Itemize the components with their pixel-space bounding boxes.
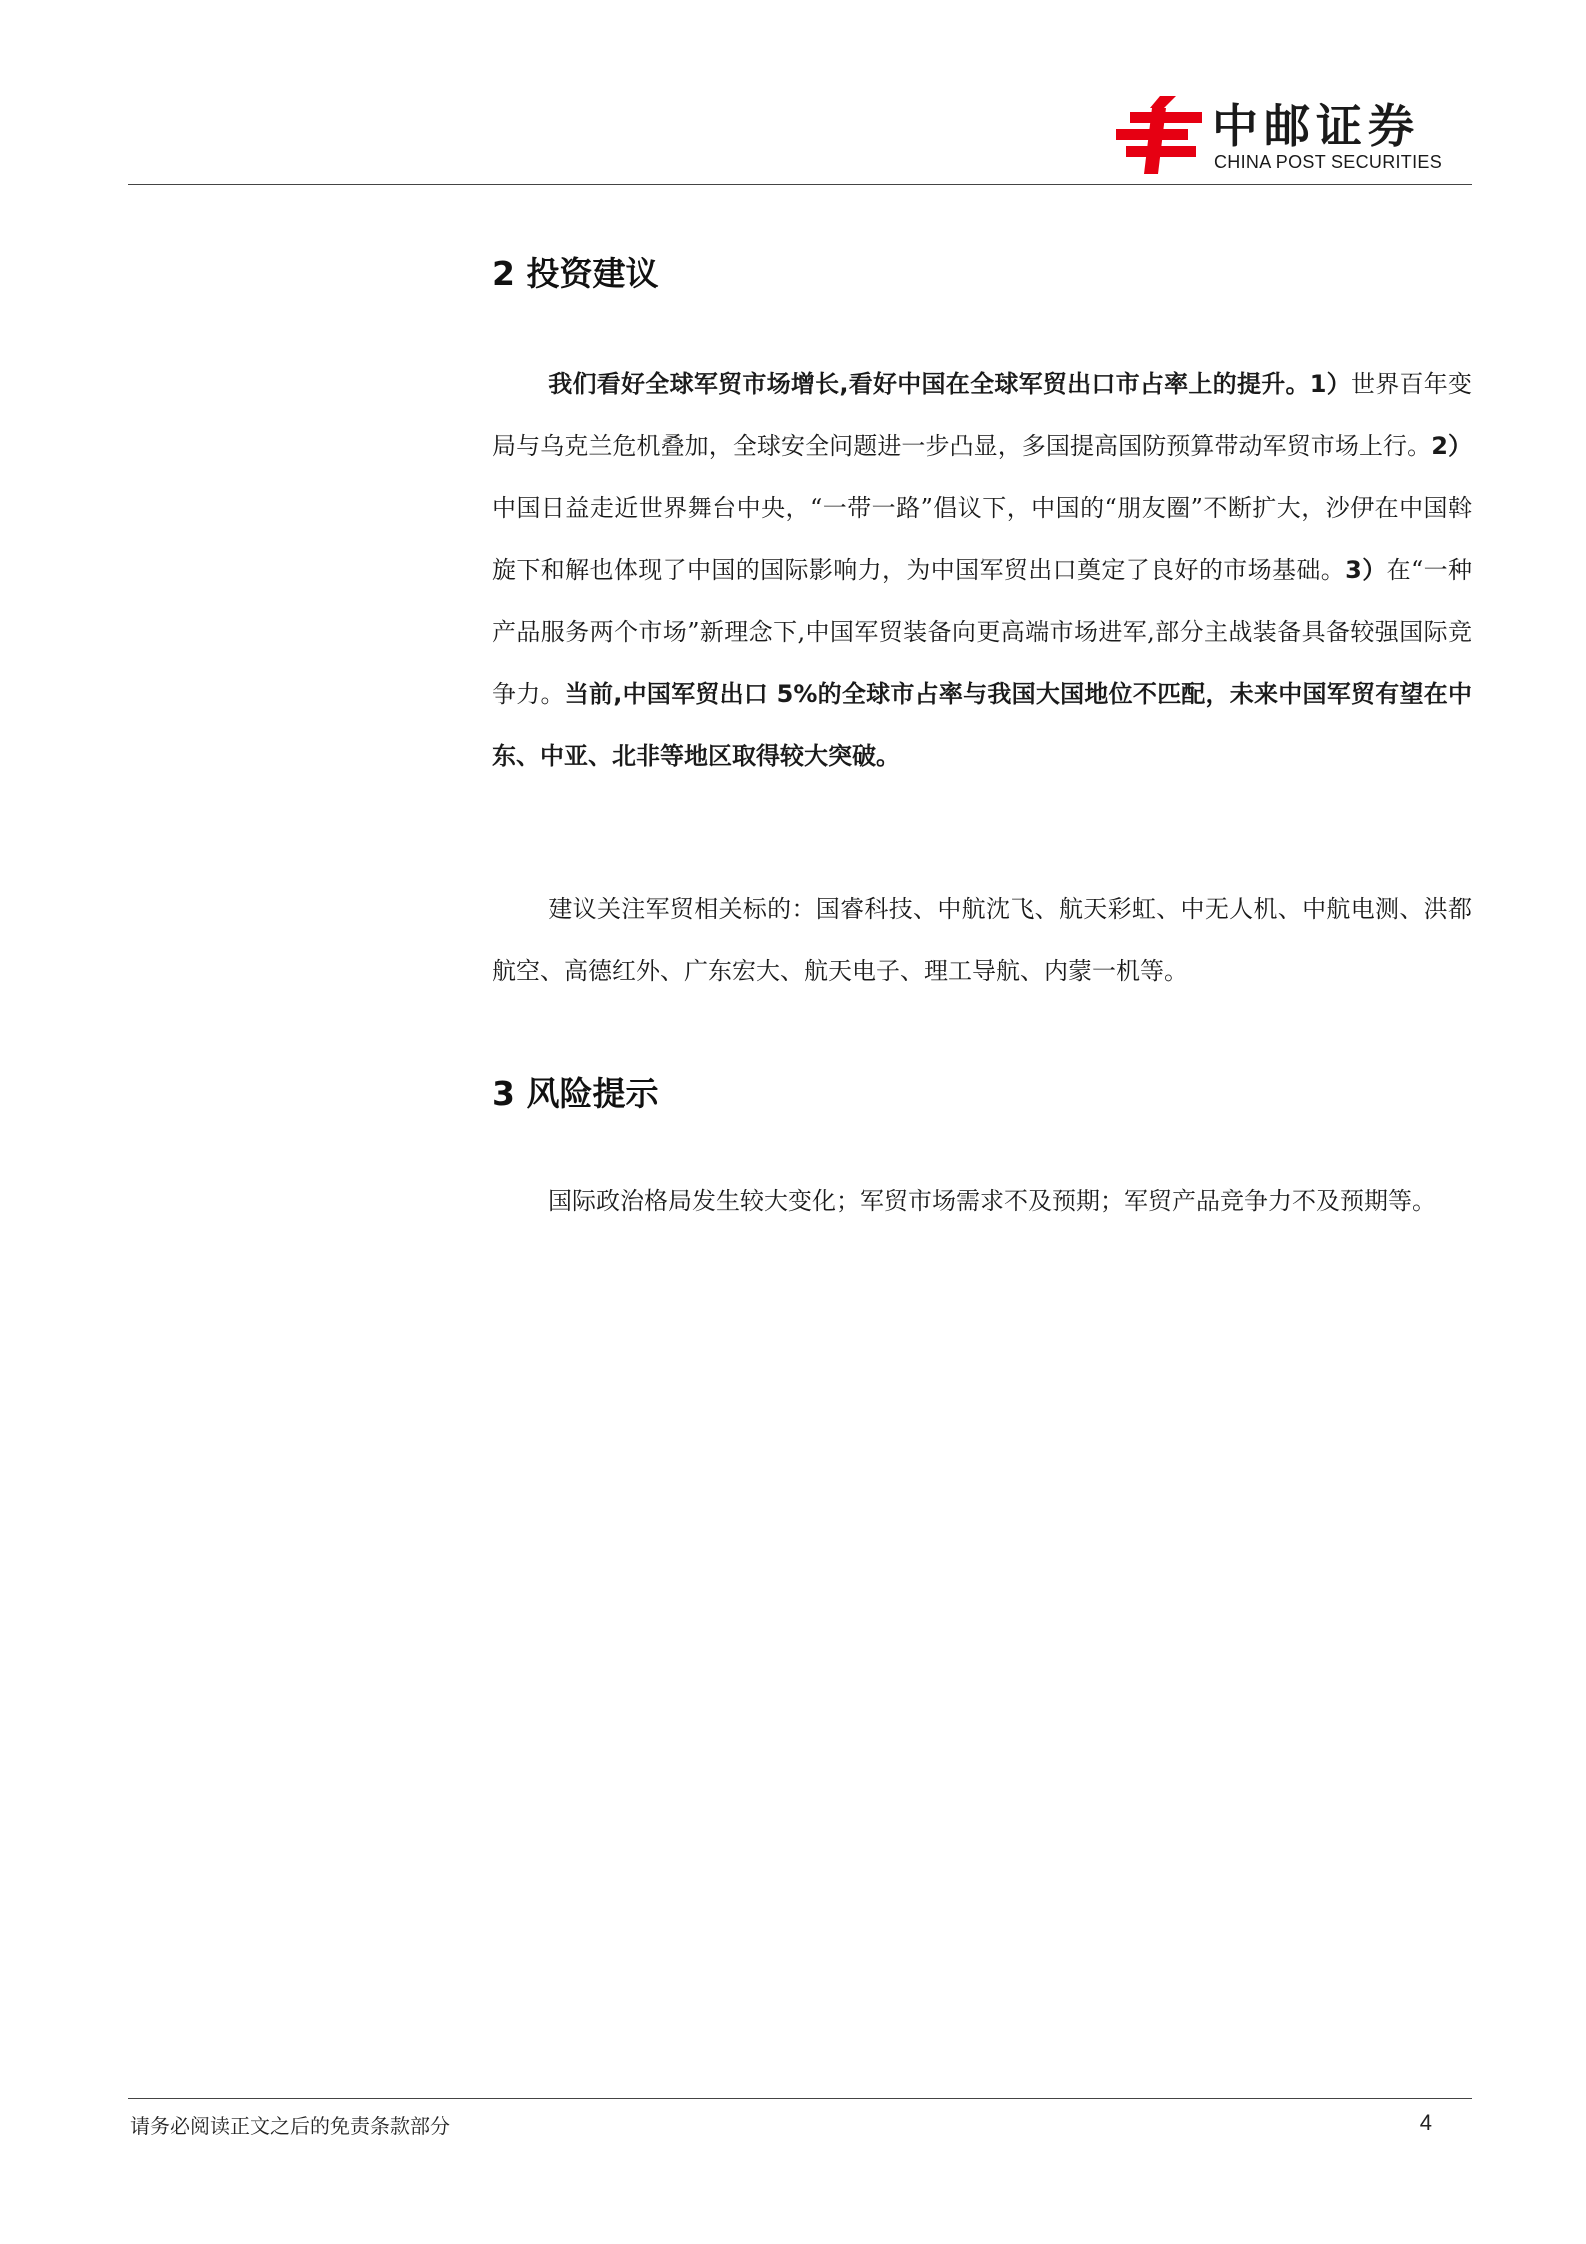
investment-point-3: 在“一种产品服务两个市场”新理念下,中国军贸装备向更高端市场进军,部分主战装备具备较强国际竞争力。 xyxy=(492,556,1472,708)
investment-point-1: 世界百年变局与乌克兰危机叠加，全球安全问题进一步凸显，多国提高国防预算带动军贸市场上行。 xyxy=(492,370,1472,460)
recommended-stocks-paragraph xyxy=(492,878,1472,1002)
footer-divider xyxy=(128,2098,1472,2099)
brand-name-cn: 中邮证券 xyxy=(1212,99,1420,153)
page-number: 4 xyxy=(1419,2110,1432,2135)
china-post-logo-icon xyxy=(1112,94,1204,176)
investment-conclusion: 当前,中国军贸出口 5%的全球市占率与我国大国地位不匹配，未来中国军贸有望在中东、中亚、北非等地区取得较大突破。 xyxy=(492,680,1472,770)
section-heading-risk: 3 风险提示 xyxy=(492,1074,659,1113)
point-3-marker: 3） xyxy=(1345,556,1387,584)
investment-paragraph xyxy=(492,353,1472,787)
risk-paragraph xyxy=(492,1170,1472,1232)
investment-thesis: 我们看好全球军贸市场增长,看好中国在全球军贸出口市占率上的提升。1） xyxy=(548,370,1351,398)
header-divider xyxy=(128,184,1472,185)
section-heading-investment: 2 投资建议 xyxy=(492,254,659,293)
brand-logo xyxy=(1112,90,1472,180)
risk-text: 国际政治格局发生较大变化；军贸市场需求不及预期；军贸产品竞争力不及预期等。 xyxy=(548,1187,1436,1215)
page-header xyxy=(128,90,1472,185)
brand-name-en: CHINA POST SECURITIES xyxy=(1214,152,1443,172)
disclaimer-note: 请务必阅读正文之后的免责条款部分 xyxy=(130,2114,450,2138)
investment-point-2: 中国日益走近世界舞台中央，“一带一路”倡议下，中国的“朋友圈”不断扩大，沙伊在中国斡旋下和解也体现了中国的国际影响力，为中国军贸出口奠定了良好的市场基础。 xyxy=(492,494,1472,584)
recommended-stocks: 建议关注军贸相关标的：国睿科技、中航沈飞、航天彩虹、中无人机、中航电测、洪都航空、高德红外、广东宏大、航天电子、理工导航、内蒙一机等。 xyxy=(492,895,1472,985)
point-2-marker: 2） xyxy=(1431,432,1473,460)
